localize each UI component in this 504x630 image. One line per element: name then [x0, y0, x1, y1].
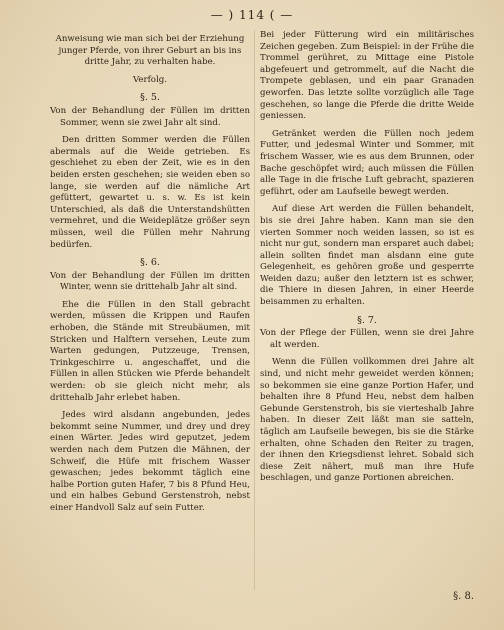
section-6-paragraph-2: Jedes wird alsdann angebunden, jedes bekommt seine Nummer, und drey und drey einen Wärter. Jedes wird geputzet, jedem werden nach dem Putzen die Mähnen, der Schweif, die Hüfe mit frischem Wasser gewaschen; jedes bekommt täglich eine halbe Portion guten Hafer, 7 bis 8 Pfund Heu, und ein halbes Gebund Gerstenstroh, nebst einer Handvoll Salz auf sein Futter. — [50, 410, 250, 513]
section-7-text: Wenn die Füllen vollkommen drei Jahre alt sind, und nicht mehr geweidet werden können; so bekommen sie eine ganze Portion Hafer, und behalten ihre 8 Pfund Heu, nebst dem halben Gebunde Gerstenstroh, bis sie vierteshalb Jahre haben. In dieser Zeit läßt man sie satteln, täglich am Laufseile bewegen, bis sie die Stärke erhalten, ohne Schaden den Reiter zu tragen, der ihnen den Kriegsdienst lehret. Sobald sich diese Zeit nähert, muß man ihre Hufe beschlagen, und ganze Portionen abreichen. — [260, 357, 474, 484]
section-5-text: Den dritten Sommer werden die Füllen abermals auf die Weide getrieben. Es geschiehet zu eben der Zeit, wie es in den beiden ersten geschehen; sie weiden eben so lange, sie werden auf die nämliche Art gefüttert, gewartet u. s. w. Es ist kein Unterschied, als daß die Unterstandshütten vermehret, und die Weideplätze größer seyn müssen, weil die Füllen mehr Nahrung bedürfen. — [50, 135, 250, 250]
section-5-number: §. 5. — [140, 92, 160, 104]
section-7-title: Von der Pflege der Füllen, wenn sie drei Jahre alt werden. — [260, 328, 474, 350]
right-column — [260, 30, 474, 491]
section-6-title: Von der Behandlung der Füllen im dritten Winter, wenn sie drittehalb Jahr alt sind. — [50, 270, 250, 293]
section-7-number: §. 7. — [357, 314, 377, 326]
continuation-note: Verfolg. — [133, 74, 167, 85]
right-paragraph-3: Auf diese Art werden die Füllen behandelt, bis sie drei Jahre haben. Kann man sie den vierten Sommer noch weiden lassen, so ist es nicht nur gut, sondern man ersparet auch dabei; allein sollten findet man alsdann eine gute Gelegenheit, es gehören große und gesperrte Weiden dazu; außer den letztern ist es schwer, die Thiere in diesen Jahren, in einer Heerde beisammen zu erhalten. — [260, 204, 474, 308]
continuation-title: Anweisung wie man sich bei der Erziehung junger Pferde, von ihrer Geburt an bis ins dritte Jahr, zu verhalten habe. — [55, 34, 245, 68]
page-number: — ) 114 ( — — [210, 8, 294, 22]
right-paragraph-2: Getränket werden die Füllen noch jedem Futter, und jedesmal Winter und Sommer, mit frischem Wasser, wie es aus dem Brunnen, oder Bache geschöpfet wird; auch müssen die Füllen alle Tage in die frische Luft gebracht, spazieren geführt, oder am Laufseile bewegt werden. — [260, 128, 474, 197]
left-column — [50, 30, 250, 521]
section-6-number: §. 6. — [140, 257, 160, 269]
section-6-paragraph-1: Ehe die Füllen in den Stall gebracht werden, müssen die Krippen und Raufen erhoben, die Stände mit Streubäumen, mit Stricken und Halftern versehen, Leute zum Warten gedungen, Putzzeuge, Trensen, Trinkgeschirre u. angeschaffet, und die Füllen in allen Stücken wie Pferde behandelt werden: ob sie gleich nicht mehr, als drittehalb Jahr erlebet haben. — [50, 299, 250, 403]
column-divider — [254, 30, 255, 590]
section-5-title: Von der Behandlung der Füllen im dritten Sommer, wenn sie zwei Jahr alt sind. — [50, 105, 250, 128]
catchword: §. 8. — [453, 591, 474, 602]
right-paragraph-1: Bei jeder Fütterung wird ein militärisches Zeichen gegeben. Zum Beispiel: in der Frühe die Trommel gerühret, zu Mittage eine Pistole abgefeuert und getrommelt, auf die Nacht die Trompete geblasen, und ein paar Granaden geworfen. Das letzte sollte vorzüglich alle Tage geschehen, so lange die Pferde die dritte Weide geniessen. — [260, 30, 474, 122]
